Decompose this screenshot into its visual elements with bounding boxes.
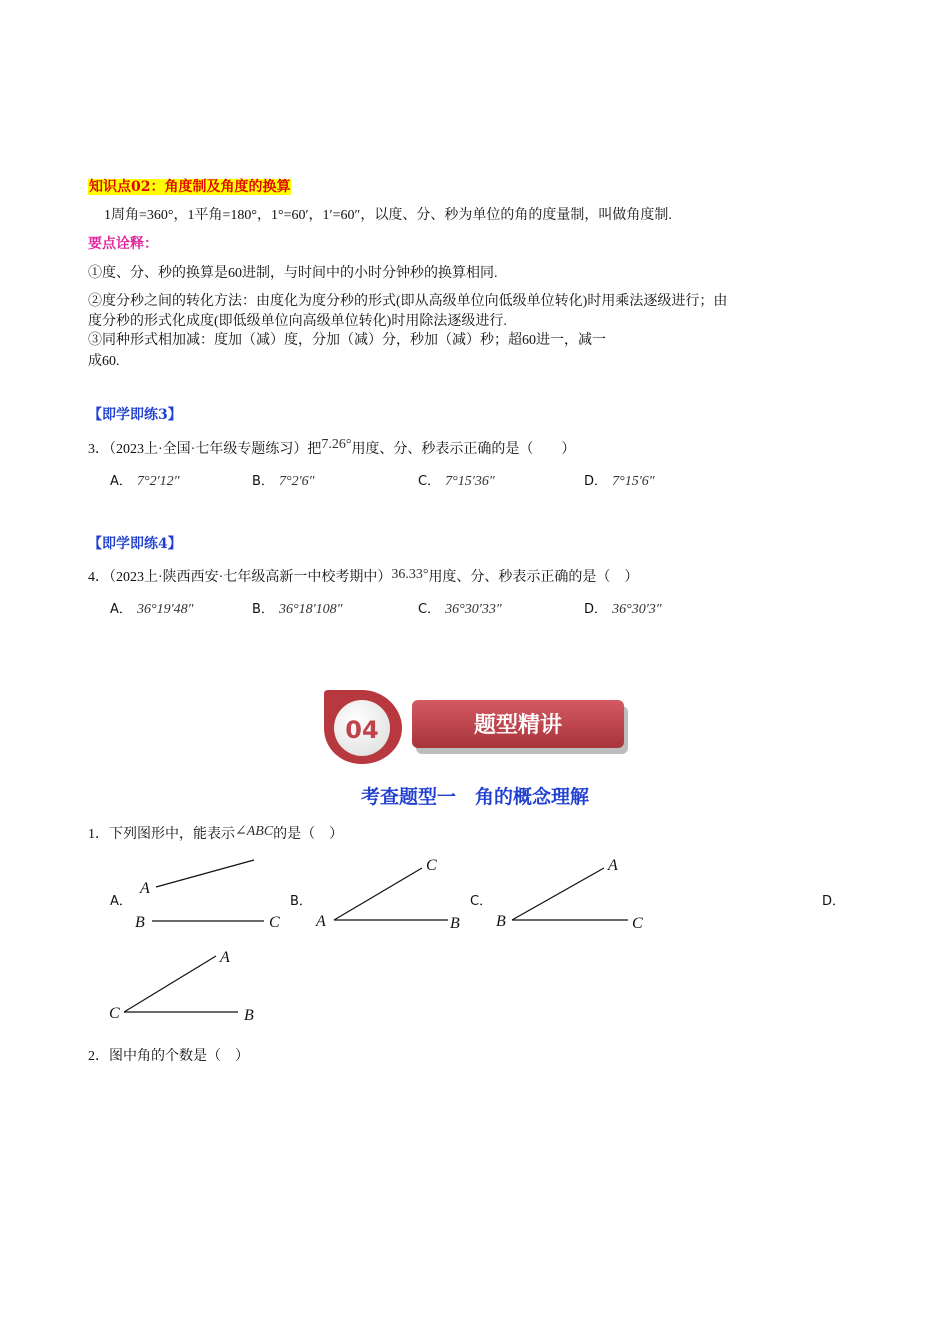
- key-point-2-line1: ②度分秒之间的转化方法：由度化为度分秒的形式(即从高级单位向低级单位转化)时用乘法逐级进行；由: [88, 294, 728, 309]
- option-letter: B．: [252, 474, 274, 489]
- point-label-b: B: [450, 915, 460, 932]
- option-text: 36°30′33″: [445, 602, 502, 617]
- section-title: 考查题型一 角的概念理解: [360, 786, 589, 808]
- q1-option-d-letter[interactable]: D．: [822, 894, 846, 909]
- question-number: 1．: [88, 827, 109, 842]
- practice-3-option-c[interactable]: [418, 470, 495, 490]
- practice-4-question: [88, 566, 638, 586]
- knowledge-title: [88, 176, 291, 196]
- key-point-2-line2: 度分秒的形式化成度(即低级单位向高级单位转化)时用除法逐级进行.: [88, 314, 507, 329]
- q1-figure-b: [310, 850, 470, 935]
- practice-3-question: [88, 438, 575, 458]
- key-point-3-line1: ③同种形式相加减：度加（减）度，分加（减）分，秒加（减）秒；超60进一，减一: [88, 333, 606, 348]
- figure-d-ray-upper: [124, 956, 216, 1012]
- figure-c-ray-upper: [512, 868, 604, 920]
- option-letter: A．: [110, 602, 132, 617]
- key-point-1: ①度、分、秒的换算是60进制，与时间中的小时分钟秒的换算相同.: [88, 266, 498, 281]
- question-text: 用度、分、秒表示正确的是（ ）: [428, 570, 639, 585]
- question-number: 4．: [88, 570, 109, 585]
- question-number: 3．: [88, 442, 109, 457]
- practice-3-option-a[interactable]: [110, 470, 180, 490]
- figure-b-ray-upper: [334, 868, 422, 920]
- point-label-a: A: [608, 857, 618, 874]
- q1-figure-c: [492, 850, 662, 935]
- practice-4-option-a[interactable]: [110, 598, 194, 618]
- key-points-label: 要点诠释：: [88, 236, 158, 252]
- option-text: 36°30′3″: [612, 602, 662, 617]
- option-letter: C．: [418, 602, 441, 617]
- question-suffix: 的是（ ）: [273, 827, 344, 842]
- question-source: （2023上·陕西西安·七年级高新一中校考期中）: [109, 570, 392, 585]
- point-label-a: A: [220, 949, 230, 966]
- q1-option-a-letter[interactable]: A．: [110, 894, 132, 909]
- practice-4-option-c[interactable]: [418, 598, 502, 618]
- question-angle: ∠ABC: [235, 824, 274, 839]
- practice-3-option-b[interactable]: [252, 470, 315, 490]
- option-text: 7°2′6″: [279, 474, 315, 489]
- q1-figure-d: [104, 940, 274, 1025]
- knowledge-definition: 1周角=360°，1平角=180°，1°=60′，1′=60″，以度、分、秒为单位的角的度量制，叫做角度制.: [104, 208, 672, 223]
- knowledge-title-text: 知识点02：角度制及角度的换算: [89, 179, 291, 195]
- question-value: 7.26°: [321, 437, 352, 452]
- section-banner: [318, 684, 630, 766]
- point-label-a: A: [140, 880, 150, 897]
- option-text: 36°19′48″: [137, 602, 194, 617]
- q2-question: [88, 1045, 249, 1065]
- option-letter: D．: [584, 602, 608, 617]
- option-letter: A．: [110, 474, 132, 489]
- figure-a-ray-upper: [156, 860, 254, 887]
- q1-option-b-letter[interactable]: B．: [290, 894, 312, 909]
- q1-question: [88, 823, 343, 843]
- point-label-c: C: [632, 915, 643, 932]
- banner-number: 04: [345, 716, 379, 744]
- question-prefix: 下列图形中，能表示: [109, 827, 235, 842]
- q1-figure-a: [130, 855, 290, 935]
- q1-option-c-letter[interactable]: C．: [470, 894, 493, 909]
- point-label-c: C: [426, 857, 437, 874]
- banner-label: 题型精讲: [473, 713, 563, 738]
- option-text: 7°15′36″: [445, 474, 495, 489]
- practice-4-option-b[interactable]: [252, 598, 343, 618]
- option-letter: D．: [584, 474, 608, 489]
- point-label-a: A: [316, 913, 326, 930]
- practice-3-option-d[interactable]: [584, 470, 655, 490]
- question-text: 图中角的个数是（ ）: [109, 1049, 249, 1064]
- question-text: 用度、分、秒表示正确的是（ ）: [351, 442, 576, 457]
- question-number: 2．: [88, 1049, 109, 1064]
- option-letter: B．: [252, 602, 274, 617]
- option-text: 7°2′12″: [137, 474, 180, 489]
- practice-4-option-d[interactable]: [584, 598, 662, 618]
- practice-3-label: 【即学即练3】: [88, 407, 182, 423]
- point-label-b: B: [244, 1007, 254, 1024]
- option-text: 7°15′6″: [612, 474, 655, 489]
- question-source: （2023上·全国·七年级专题练习）把: [109, 442, 322, 457]
- option-letter: C．: [418, 474, 441, 489]
- point-label-b: B: [135, 914, 145, 931]
- practice-4-label: 【即学即练4】: [88, 536, 182, 552]
- key-point-3-line2: 成60.: [88, 354, 120, 369]
- option-text: 36°18′108″: [279, 602, 343, 617]
- point-label-c: C: [109, 1005, 120, 1022]
- question-value: 36.33°: [391, 567, 429, 582]
- point-label-c: C: [269, 914, 280, 931]
- point-label-b: B: [496, 913, 506, 930]
